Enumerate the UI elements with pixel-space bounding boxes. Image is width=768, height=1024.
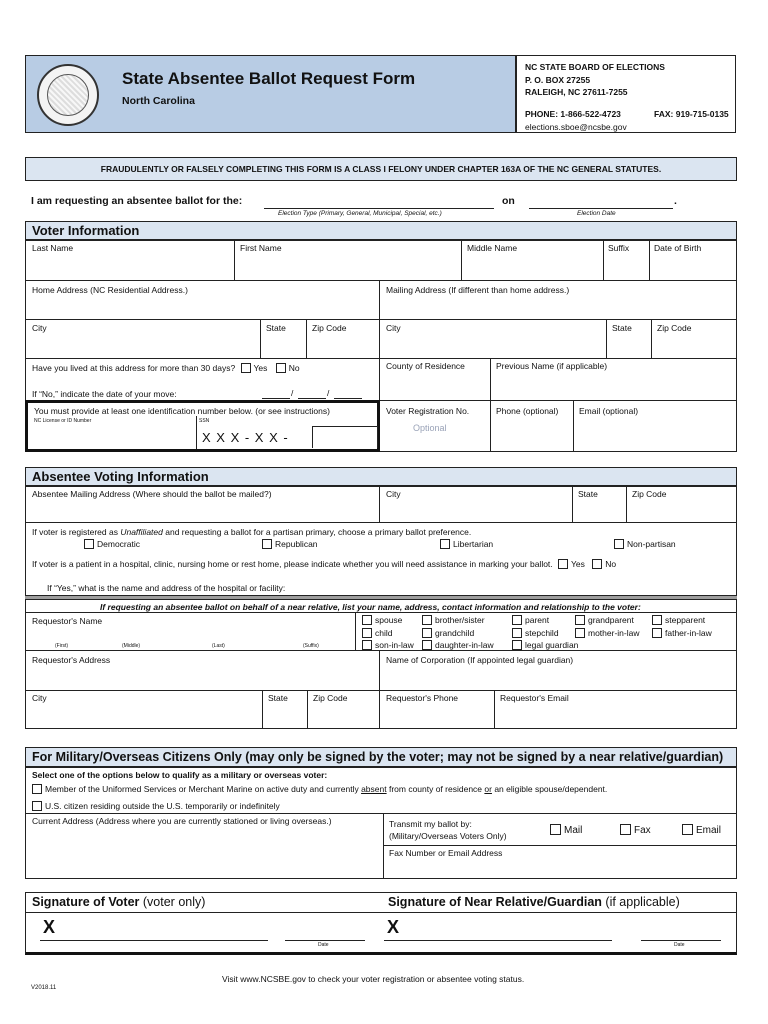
unaffiliated-instruction: [32, 527, 471, 537]
org-phone: PHONE: 1-866-522-4723: [525, 109, 621, 119]
request-on: on: [502, 195, 515, 207]
nc-state-seal-icon: [37, 64, 99, 126]
org-city: RALEIGH, NC 27611-7255: [525, 87, 628, 97]
transmit-mail-label: Mail: [564, 825, 583, 836]
home-zip-label: Zip Code: [312, 323, 347, 333]
last-name-label: Last Name: [32, 243, 74, 253]
current-address-label: Current Address (Address where you are currently stationed or living overseas.): [32, 816, 332, 826]
home-address-label: Home Address (NC Residential Address.): [32, 285, 188, 295]
nc-license-label: NC License or ID Number: [34, 418, 92, 424]
rel-grandparent[interactable]: [575, 615, 634, 625]
absentee-mailing-label: Absentee Mailing Address (Where should the ballot be mailed?): [32, 489, 272, 499]
voter-signature-bold: Signature of Voter: [32, 895, 140, 909]
requestor-email-label: Requestor's Email: [500, 693, 569, 703]
relative-date-caption: Date: [674, 942, 685, 948]
absentee-city-label: City: [386, 489, 401, 499]
rel-mother-in-law-checkbox[interactable]: [575, 628, 585, 638]
patient-question: [32, 559, 616, 569]
election-date-caption: Election Date: [577, 210, 616, 217]
voter-sign-x: X: [43, 917, 56, 937]
org-po-box: P. O. BOX 27255: [525, 75, 591, 85]
voter-information-header: [25, 221, 737, 240]
party-republican-checkbox[interactable]: [262, 539, 272, 549]
party-democratic-label: Democratic: [97, 539, 140, 549]
rel-spouse-checkbox[interactable]: [362, 615, 372, 625]
relative-signature-line[interactable]: [384, 940, 612, 941]
transmit-mail-checkbox[interactable]: [550, 824, 561, 835]
suffix-label: Suffix: [608, 243, 630, 253]
transmit-label-2: (Military/Overseas Voters Only): [389, 831, 507, 841]
requestor-zip-label: Zip Code: [313, 693, 348, 703]
move-date-sep-1: /: [291, 388, 294, 398]
request-intro: I am requesting an absentee ballot for the:: [31, 195, 243, 207]
rel-grandchild-checkbox[interactable]: [422, 628, 432, 638]
party-non-partisan[interactable]: [614, 539, 676, 549]
fax-or-email-label: Fax Number or Email Address: [389, 848, 503, 858]
party-non-partisan-label: Non-partisan: [627, 539, 676, 549]
assist-no-checkbox[interactable]: [592, 559, 602, 569]
move-date-day[interactable]: [298, 398, 326, 399]
move-date-year[interactable]: [334, 398, 362, 399]
footer-version: V2018.11: [31, 985, 57, 991]
rel-parent-label: parent: [525, 615, 550, 625]
first-name-label: First Name: [240, 243, 282, 253]
transmit-email-checkbox[interactable]: [682, 824, 693, 835]
rel-stepparent-checkbox[interactable]: [652, 615, 662, 625]
party-democratic-checkbox[interactable]: [84, 539, 94, 549]
lived-no-label: No: [288, 363, 300, 373]
absentee-state-label: State: [578, 489, 598, 499]
rel-father-in-law[interactable]: [652, 628, 712, 638]
phone-label: Phone (optional): [496, 406, 559, 416]
request-period: .: [674, 195, 677, 207]
unaffiliated-text-2: and requesting a ballot for a partisan primary, choose a primary ballot preference.: [162, 527, 472, 537]
military-header: [25, 747, 737, 767]
requestor-state-label: State: [268, 693, 288, 703]
option1-text-c: an eligible spouse/dependent.: [491, 784, 608, 794]
military-option-2-checkbox[interactable]: [32, 801, 42, 811]
name-part-middle: (Middle): [122, 643, 141, 649]
voter-date-line[interactable]: [285, 940, 365, 941]
unaffiliated-word: Unaffiliated: [120, 527, 163, 537]
move-date-sep-2: /: [327, 388, 330, 398]
near-relative-note: If requesting an absentee ballot on behalf of a near relative, list your name, address, contact information and relationship to the voter:: [100, 602, 641, 612]
military-title-rest: (may only be signed by the voter; may not be signed by a near relative/guardian): [241, 750, 724, 764]
party-republican-label: Republican: [275, 539, 318, 549]
dob-label: Date of Birth: [654, 243, 702, 253]
option1-text-b: from county of residence: [386, 784, 485, 794]
rel-stepparent-label: stepparent: [665, 615, 706, 625]
mailing-city-label: City: [386, 323, 401, 333]
rel-brother-sister-checkbox[interactable]: [422, 615, 432, 625]
rel-stepchild-checkbox[interactable]: [512, 628, 522, 638]
requestor-name-label: Requestor's Name: [32, 616, 103, 626]
footer-visit: Visit www.NCSBE.gov to check your voter registration or absentee voting status.: [222, 974, 525, 984]
party-democratic[interactable]: [84, 539, 140, 549]
party-libertarian[interactable]: [440, 539, 493, 549]
lived-yes-label: Yes: [253, 363, 268, 373]
relative-signature-title: [388, 895, 680, 909]
voter-reg-placeholder[interactable]: Optional: [413, 423, 447, 433]
assist-yes-checkbox[interactable]: [558, 559, 568, 569]
transmit-mail[interactable]: [550, 824, 582, 836]
rel-parent[interactable]: [512, 615, 549, 625]
rel-grandchild[interactable]: [422, 628, 474, 638]
mailing-zip-label: Zip Code: [657, 323, 692, 333]
rel-stepchild[interactable]: [512, 628, 559, 638]
move-date-month[interactable]: [262, 398, 290, 399]
facility-question: If “Yes,” what is the name and address of the hospital or facility:: [47, 583, 286, 593]
rel-grandparent-checkbox[interactable]: [575, 615, 585, 625]
voter-reg-label: Voter Registration No.: [386, 406, 470, 416]
rel-spouse-label: spouse: [375, 615, 403, 625]
absentee-zip-label: Zip Code: [632, 489, 667, 499]
rel-brother-sister[interactable]: [422, 615, 485, 625]
rel-son-in-law[interactable]: [362, 640, 414, 650]
relative-signature-rest: (if applicable): [601, 895, 680, 909]
election-type-input[interactable]: [264, 208, 494, 209]
party-republican[interactable]: [262, 539, 318, 549]
relative-sign-x: X: [387, 917, 400, 937]
rel-legal-guardian-label: legal guardian: [525, 640, 579, 650]
absentee-voting-title: Absentee Voting Information: [32, 469, 209, 484]
requestor-city-label: City: [32, 693, 47, 703]
rel-son-in-law-checkbox[interactable]: [362, 640, 372, 650]
lived-question: [32, 363, 300, 373]
transmit-fax-checkbox[interactable]: [620, 824, 631, 835]
rel-brother-sister-label: brother/sister: [435, 615, 485, 625]
rel-grandchild-label: grandchild: [435, 628, 475, 638]
rel-child-checkbox[interactable]: [362, 628, 372, 638]
move-date-label: If “No,” indicate the date of your move:: [32, 389, 177, 399]
ssn-label: SSN: [199, 418, 210, 424]
military-option-1-checkbox[interactable]: [32, 784, 42, 794]
rel-spouse[interactable]: [362, 615, 402, 625]
home-state-label: State: [266, 323, 286, 333]
relative-signature-bold: Signature of Near Relative/Guardian: [388, 895, 602, 909]
org-email[interactable]: elections.sboe@ncsbe.gov: [525, 122, 627, 132]
ssn-last4-input[interactable]: [312, 426, 378, 448]
page-title: State Absentee Ballot Request Form: [122, 69, 416, 88]
id-instruction: You must provide at least one identification number below. (or see instructions): [34, 406, 330, 416]
party-libertarian-label: Libertarian: [453, 539, 494, 549]
name-part-last: (Last): [212, 643, 225, 649]
voter-date-caption: Date: [318, 942, 329, 948]
rel-mother-in-law[interactable]: [575, 628, 640, 638]
voter-signature-rest: (voter only): [139, 895, 206, 909]
lived-no-checkbox[interactable]: [276, 363, 286, 373]
party-libertarian-checkbox[interactable]: [440, 539, 450, 549]
rel-mother-in-law-label: mother-in-law: [588, 628, 640, 638]
rel-father-in-law-label: father-in-law: [665, 628, 712, 638]
option2-text: U.S. citizen residing outside the U.S. temporarily or indefinitely: [45, 801, 280, 811]
felony-warning: [25, 157, 737, 181]
assist-no-label: No: [605, 559, 617, 569]
absentee-voting-header: [25, 467, 737, 486]
name-part-first: (First): [55, 643, 69, 649]
voter-signature-line[interactable]: [40, 940, 268, 941]
home-city-label: City: [32, 323, 47, 333]
voter-signature-title: [32, 895, 205, 909]
election-type-caption: Election Type (Primary, General, Municipal, Special, etc.): [278, 210, 442, 217]
page-subtitle: North Carolina: [122, 95, 195, 107]
rel-child[interactable]: [362, 628, 392, 638]
military-option-2[interactable]: [32, 801, 280, 811]
rel-stepchild-label: stepchild: [525, 628, 559, 638]
patient-question-text: If voter is a patient in a hospital, clinic, nursing home or rest home, please indicate whether you will need assistance in marking your ballot.: [32, 559, 553, 569]
rel-child-label: child: [375, 628, 393, 638]
rel-daughter-in-law-label: daughter-in-law: [435, 640, 494, 650]
transmit-email-label: Email: [696, 825, 722, 836]
mailing-state-label: State: [612, 323, 632, 333]
rel-daughter-in-law[interactable]: [422, 640, 494, 650]
rel-legal-guardian-checkbox[interactable]: [512, 640, 522, 650]
lived-yes-checkbox[interactable]: [241, 363, 251, 373]
transmit-fax-label: Fax: [634, 825, 651, 836]
previous-name-label: Previous Name (if applicable): [496, 361, 608, 371]
election-date-input[interactable]: [529, 208, 673, 209]
party-non-partisan-checkbox[interactable]: [614, 539, 624, 549]
middle-name-label: Middle Name: [467, 243, 518, 253]
corporation-label: Name of Corporation (If appointed legal guardian): [386, 655, 574, 665]
requestor-phone-label: Requestor's Phone: [386, 693, 459, 703]
rel-daughter-in-law-checkbox[interactable]: [422, 640, 432, 650]
option1-text-a: Member of the Uniformed Services or Merchant Marine on active duty and currently: [45, 784, 362, 794]
rel-stepparent[interactable]: [652, 615, 705, 625]
rel-legal-guardian[interactable]: [512, 640, 578, 650]
mailing-address-label: Mailing Address (If different than home address.): [386, 285, 570, 295]
org-name: NC STATE BOARD OF ELECTIONS: [525, 62, 665, 72]
email-label: Email (optional): [579, 406, 639, 416]
option1-absent: absent: [361, 784, 387, 794]
unaffiliated-text-1: If voter is registered as: [32, 527, 121, 537]
org-fax: FAX: 919-715-0135: [654, 109, 729, 119]
military-option-1[interactable]: [32, 784, 607, 794]
transmit-label-1: Transmit my ballot by:: [389, 819, 472, 829]
ssn-mask: X X X - X X -: [202, 430, 289, 445]
rel-grandparent-label: grandparent: [588, 615, 634, 625]
rel-son-in-law-label: son-in-law: [375, 640, 414, 650]
name-part-suffix: (Suffix): [303, 643, 319, 649]
military-select-text: Select one of the options below to qualify as a military or overseas voter:: [32, 770, 328, 780]
rel-father-in-law-checkbox[interactable]: [652, 628, 662, 638]
assist-yes-label: Yes: [571, 559, 585, 569]
transmit-fax[interactable]: [620, 824, 651, 836]
gray-divider: [25, 595, 737, 600]
felony-warning-text: FRAUDULENTLY OR FALSELY COMPLETING THIS FORM IS A CLASS I FELONY UNDER CHAPTER 163A OF THE NC GENERAL STATUTES.: [100, 164, 662, 174]
requestor-address-label: Requestor's Address: [32, 655, 111, 665]
option1-or: or: [484, 784, 492, 794]
voter-information-title: Voter Information: [32, 223, 140, 238]
transmit-email[interactable]: [682, 824, 721, 836]
rel-parent-checkbox[interactable]: [512, 615, 522, 625]
lived-question-text: Have you lived at this address for more than 30 days?: [32, 363, 236, 373]
county-label: County of Residence: [386, 361, 465, 371]
military-title-bold: For Military/Overseas Citizens Only: [32, 750, 242, 764]
relative-date-line[interactable]: [641, 940, 721, 941]
